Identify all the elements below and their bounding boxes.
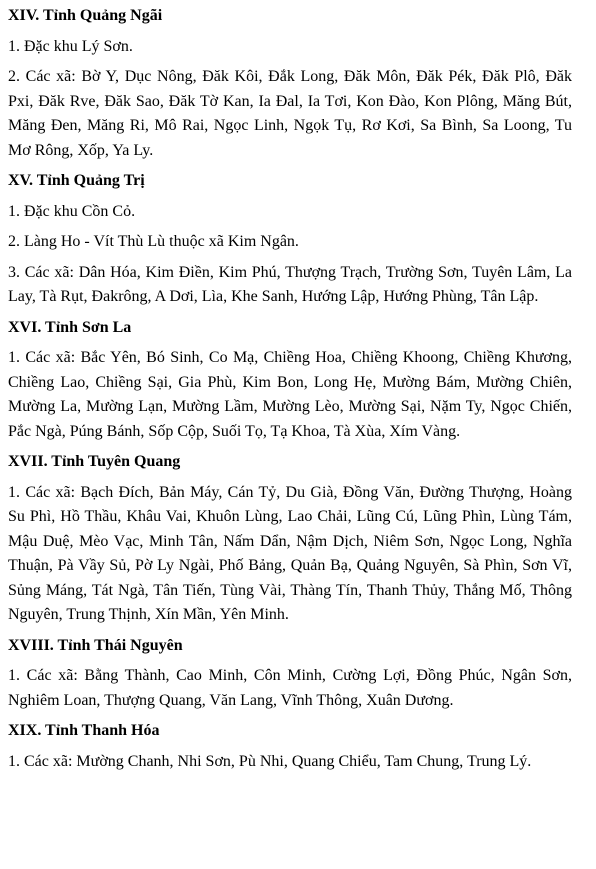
list-item: 1. Các xã: Bắc Yên, Bó Sinh, Co Mạ, Chiềng Hoa, Chiềng Khoong, Chiềng Khương, Chiềng Lao, Chiềng Sại, Gia Phù, Kim Bon, Long Hẹ, Mường Bám, Mường Chiên, Mường La, Mường Lạn, Mường Lầm, Mường Lèo, Mường Sại, Nặm Ty, Ngọc Chiến, Pắc Ngà, Púng Bánh, Sốp Cộp, Suối Tọ, Tạ Khoa, Tà Xùa, Xím Vàng.	[8, 349, 572, 440]
section-quang-tri	[8, 169, 572, 310]
section-quang-ngai	[8, 4, 572, 163]
section-tuyen-quang	[8, 450, 572, 628]
list-item: 1. Đặc khu Cồn Cỏ.	[8, 202, 136, 220]
section-heading: XVI. Tỉnh Sơn La	[8, 318, 132, 336]
section-thai-nguyen	[8, 634, 572, 714]
list-item: 3. Các xã: Dân Hóa, Kim Điền, Kim Phú, Thượng Trạch, Trường Sơn, Tuyên Lâm, La Lay, Tà Rụt, Đakrông, A Dơi, Lìa, Khe Sanh, Hướng Lập, Hướng Phùng, Tân Lập.	[8, 263, 572, 305]
list-item: 1. Các xã: Bằng Thành, Cao Minh, Côn Minh, Cường Lợi, Đồng Phúc, Ngân Sơn, Nghiêm Loan, Thượng Quang, Văn Lang, Vĩnh Thông, Xuân Dương.	[8, 667, 572, 709]
section-heading: XIV. Tỉnh Quảng Ngãi	[8, 7, 163, 24]
section-heading: XVIII. Tỉnh Thái Nguyên	[8, 636, 183, 654]
list-item: 2. Các xã: Bờ Y, Dục Nông, Đăk Kôi, Đắk Long, Đăk Môn, Đăk Pék, Đăk Plô, Đăk Pxi, Đăk Rve, Đăk Sao, Đăk Tờ Kan, Ia Đal, Ia Tơi, Kon Đào, Kon Plông, Măng Bút, Măng Đen, Măng Ri, Mô Rai, Ngọc Linh, Ngọk Tụ, Rơ Kơi, Sa Bình, Sa Loong, Tu Mơ Rông, Xốp, Ya Ly.	[8, 68, 572, 159]
section-heading: XVII. Tỉnh Tuyên Quang	[8, 453, 181, 470]
section-heading: XIX. Tỉnh Thanh Hóa	[8, 722, 160, 739]
list-item: 1. Các xã: Mường Chanh, Nhi Sơn, Pù Nhi, Quang Chiểu, Tam Chung, Trung Lý.	[8, 752, 532, 770]
section-son-la	[8, 316, 572, 445]
list-item: 1. Các xã: Bạch Đích, Bản Máy, Cán Tỷ, Du Già, Đồng Văn, Đường Thượng, Hoàng Su Phì, Hồ Thầu, Khâu Vai, Khuôn Lùng, Lao Chải, Lũng Cú, Lũng Phìn, Lùng Tám, Mậu Duệ, Mèo Vạc, Minh Tân, Nấm Dẩn, Nậm Dịch, Niêm Sơn, Ngọc Long, Nghĩa Thuận, Pà Vầy Sủ, Pờ Ly Ngài, Phố Bảng, Quản Bạ, Quảng Nguyên, Sà Phìn, Sơn Vĩ, Sủng Máng, Tát Ngà, Tân Tiến, Tùng Vài, Thàng Tín, Thanh Thủy, Thắng Mố, Thông Nguyên, Trung Thịnh, Xín Mần, Yên Minh.	[8, 483, 572, 623]
list-item: 2. Làng Ho - Vít Thù Lù thuộc xã Kim Ngân.	[8, 233, 299, 250]
list-item: 1. Đặc khu Lý Sơn.	[8, 37, 133, 55]
section-heading: XV. Tỉnh Quảng Trị	[8, 172, 145, 189]
section-thanh-hoa	[8, 719, 572, 774]
